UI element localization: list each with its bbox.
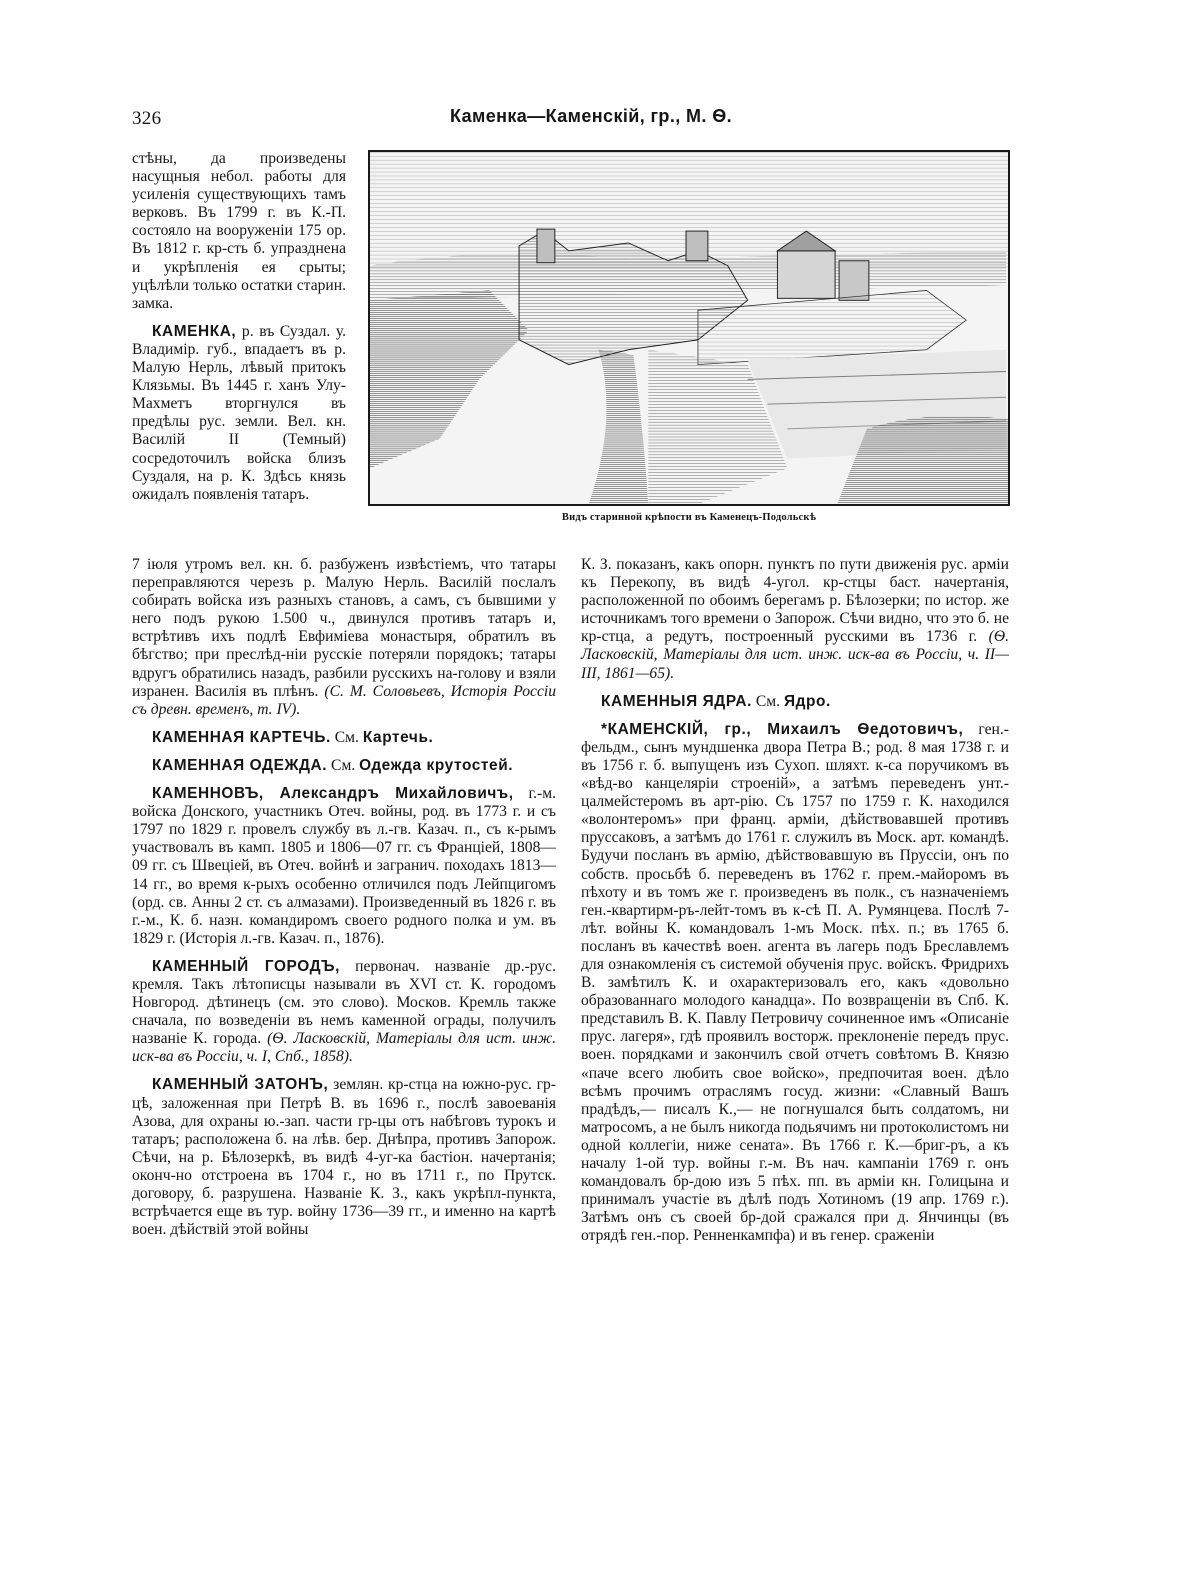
entry-kamennov-text: г.-м. войска Донского, участникъ Отеч. войны, род. въ 1773 г. и съ 1797 по 1829 г. провелъ службу въ л.-гв. Казач. п., съ к-рымъ участвовалъ въ камп. 1805 и 1806—07 гг. съ Франціей, 1808—09 гг. съ Швеціей, въ Отеч. войнѣ и загранич. походахъ 1813—14 гг., во время к-рыхъ особенно отличился подъ Лейпцигомъ (орд. св. Анны 2 ст. съ алмазами). Произведенный въ 1826 г. въ г.-м., К. б. назн. командиромъ своего родного полка и ум. въ 1829 г. (Исторія л.-гв. Казач. п., 1876). [132, 785, 556, 947]
entry-gorod-headword: КАМЕННЫЙ ГОРОДЪ, [152, 957, 340, 975]
entry-gorod [132, 958, 556, 1067]
entry-yadra-see: См. [755, 692, 781, 710]
entry-yadra-xref[interactable]: Ядро. [783, 692, 831, 710]
entry-zaton [132, 1076, 556, 1239]
entry-gorod-source: (Ѳ. Ласковскій, Матеріалы для ист. инж. иск-ва въ Россіи, ч. I, Спб., 1858). [132, 1030, 557, 1066]
figure-caption: Видъ старинной крѣпости въ Каменецъ-Подольскѣ [561, 512, 817, 523]
entry-zaton-cont-text: К. З. показанъ, какъ опорн. пунктъ по пути движенія рус. арміи къ Перекопу, въ видѣ 4-угол. кр-стцы баст. начертанія, расположенной по обоимъ берегамъ р. Бѣлозерки; по истор. же источникамъ того времени о Запорож. Сѣчи видно, что это б. не кр-стца, а редутъ, построенный русскими въ 1736 г. [581, 556, 1009, 646]
narrow-column [132, 150, 346, 504]
page-number: 326 [132, 108, 162, 129]
entry-odezhda-xref[interactable]: Одежда крутостей. [359, 756, 514, 774]
right-column [581, 556, 1009, 1245]
entry-zaton-text: землян. кр-стца на южно-рус. гр-цѣ, заложенная при Петрѣ В. въ 1696 г., послѣ завоеванія Азова, для охраны ю.-зап. части гр-цы отъ набѣговъ турокъ и татаръ; расположена б. на лѣв. бер. Днѣпра, противъ Запорож. Сѣчи, на р. Бѣлозеркѣ, въ видѣ 4-уг-ка бастіон. начертанія; оконч-но отстроена въ 1704 г., но въ 1711 г., по Прутск. договору, б. разрушена. Названіе К. З., какъ укрѣпл-пункта, встрѣчается еще въ тур. войну 1736—39 гг., и именно на картѣ воен. дѣйствій этой войны [132, 1076, 556, 1239]
entry-kamenka-text-a: р. въ Суздал. у. Владимір. губ., впадаетъ въ р. Малую Нерль, лѣвый притокъ Клязьмы. Въ 1445 г. ханъ Улу-Махметъ вторгнулся въ предѣлы рус. земли. Вел. кн. Василій II (Темный) сосредоточилъ войска близъ Суздаля, на р. К. Здѣсь князь ожидалъ появленія татаръ. [132, 322, 346, 503]
entry-gorod-text: первонач. названіе др.-рус. кремля. Такъ лѣтописцы называли въ XVI ст. К. городомъ Новгород. дѣтинецъ (см. это слово). Москов. Кремль также сначала, по возведеніи въ немъ каменной ограды, получилъ названіе К. города. [132, 957, 556, 1048]
running-header: Каменка—Каменскій, гр., М. Ѳ. [449, 106, 733, 126]
fortress-engraving [368, 150, 1010, 506]
entry-kamensky [581, 721, 1009, 1246]
entry-kartech-see: См. [334, 728, 359, 746]
left-column [132, 556, 556, 1239]
entry-kamennov-headword: КАМЕННОВЪ, Александръ Михайловичъ, [152, 785, 514, 803]
entry-zaton-continued [581, 556, 1009, 683]
entry-kamenka [132, 323, 346, 504]
entry-kamennov [132, 785, 556, 948]
entry-kamenka-continued [132, 556, 556, 719]
entry-kamensky-text: ген.-фельдм., сынъ мундшенка двора Петра В.; род. 8 мая 1738 г. и въ 1756 г. б. выпущенъ изъ Сухоп. шляхт. к-са поручикомъ въ «вѣд-во канцеляріи строеній», а затѣмъ переведенъ унт.-цалмейстеромъ въ арт-рію. Съ 1757 по 1759 г. К. находился «волонтеромъ» при франц. арміи, дѣйствовавшей противъ пруссаковъ, а затѣмъ до 1761 г. служилъ въ Моск. арт. командѣ. Будучи посланъ въ армію, дѣйствовавшую въ Пруссіи, онъ по собств. просьбѣ б. переведенъ въ 1762 г. прем.-майоромъ въ пѣхоту и въ томъ же г. произведенъ въ полк., съ назначеніемъ ген.-квартирм-ръ-лейт-томъ въ к-сѣ П. А. Румянцева. Послѣ 7-лѣт. войны К. командовалъ 1-мъ Моск. пѣх. п.; въ 1765 б. посланъ въ качествѣ воен. агента въ лагерь подъ Бреславлемъ для ознакомленія съ системой обученія прус. войскъ. Фридрихъ В. замѣтилъ К. и охарактеризовалъ его, какъ «довольно образованнаго молодого канадца». По возвращеніи въ Спб. К. представилъ В. К. Павлу Петровичу сочиненное имъ «Описаніе прус. лагеря», гдѣ проявилъ восторж. преклоненіе передъ прус. воен. порядками и закончилъ свой отчетъ совѣтомъ В. Князю «паче всего любить свое войско», предпочитая воен. дѣло всѣмъ прочимъ отраслямъ госуд. жизни: «Славный Вашъ прадѣдъ,— писалъ К.,— не погнушался быть солдатомъ, ни матросомъ, а не былъ никогда подьячимъ ни протоколистомъ ни одной коллегіи, ниже сената». Въ 1766 г. К.—бриг-ръ, а къ началу 1-ой тур. войны г.-м. Въ нач. кампаніи 1769 г. онъ командовалъ бр-дою изъ 5 пѣх. пп. въ арміи кн. Голицына и принималъ участіе въ дѣлѣ подъ Хотиномъ (19 апр. 1769 г.). Затѣмъ онъ съ своей бр-дой сражался при д. Янчинцы (въ отрядѣ ген.-пор. Ренненкампфа) и въ генер. сраженіи [581, 720, 1009, 1245]
entry-kamenka-headword: КАМЕНКА, [152, 322, 237, 340]
entry-kamensky-headword: *КАМЕНСКІЙ, гр., Михаилъ Ѳедотовичъ, [601, 720, 964, 738]
entry-odezhda [132, 757, 556, 775]
entry-kartech-xref[interactable]: Картечь. [362, 728, 434, 746]
entry-yadra-headword: КАМЕННЫЯ ЯДРА. [601, 692, 752, 710]
entry-odezhda-see: См. [331, 756, 356, 774]
entry-yadra [581, 693, 1009, 711]
entry-kartech-headword: КАМЕННАЯ КАРТЕЧЬ. [152, 728, 331, 746]
fortress-illustration [368, 150, 1010, 523]
entry-zaton-headword: КАМЕННЫЙ ЗАТОНЪ, [152, 1076, 329, 1094]
entry-kamenka-source: (С. М. Соловьевъ, Исторія Россіи съ древн. временъ, т. IV). [132, 682, 556, 718]
entry-zaton-source: (Ѳ. Ласковскій, Матеріалы для ист. инж. иск-ва въ Россіи, ч. II—III, 1861—65). [581, 628, 1009, 682]
narrow-column-continuation: стѣны, да произведены насущныя небол. работы для усиленія существующихъ тамъ верковъ. Въ 1799 г. въ К.-П. состояло на вооруженіи 175 ор. Въ 1812 г. кр-сть б. упразднена и укрѣпленія ея срыты; уцѣлѣли только остатки старин. замка. [132, 150, 346, 312]
entry-kartech [132, 729, 556, 747]
entry-kamenka-text-b: 7 іюля утромъ вел. кн. б. разбуженъ извѣстіемъ, что татары переправляются черезъ р. Малую Нерль. Василій послалъ собирать войска изъ разныхъ становъ, а самъ, съ бывшими у него подъ рукою 1.500 ч., двинулся противъ татаръ и, встрѣтивъ ихъ подлѣ Евфиміева монастыря, обратилъ въ бѣгство; при преслѣд-ніи русскіе потеряли порядокъ; татары вдругъ обратились назадъ, разбили русскихъ на-голову и взяли изранен. Василія въ плѣнъ. [132, 556, 556, 700]
entry-odezhda-headword: КАМЕННАЯ ОДЕЖДА. [152, 756, 328, 774]
